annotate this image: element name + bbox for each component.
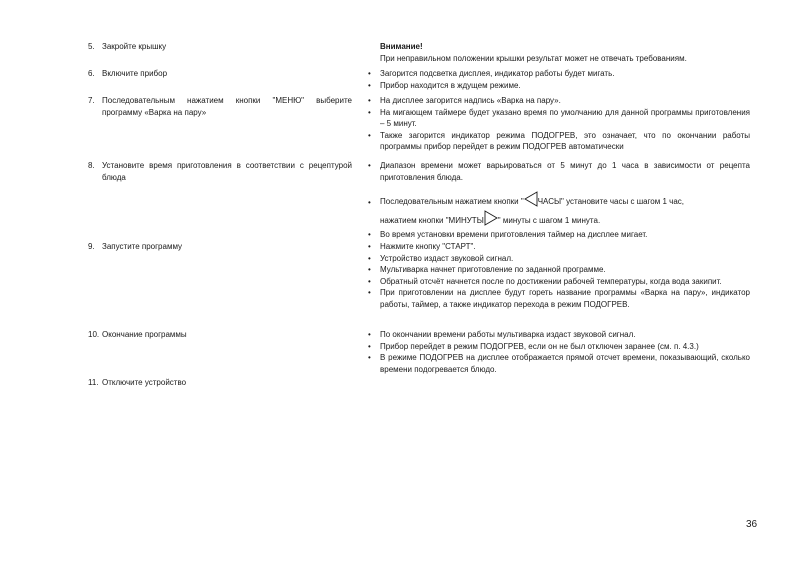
step-text: Закройте крышку bbox=[102, 42, 167, 51]
warning-block bbox=[380, 41, 750, 64]
bullet: • bbox=[368, 341, 371, 351]
list-item: • По окончании времени работы мультиварка издаст звуковой сигнал. bbox=[368, 330, 636, 339]
list-item: • Последовательным нажатием кнопки " ЧАСЫ" установите часы с шагом 1 час, нажатием кнопки "МИНУТЫ " минуты с шагом 1 минута. bbox=[366, 191, 750, 229]
list-item: • Обратный отсчёт начнется после по достижении рабочей температуры, когда вода закипит. bbox=[368, 276, 722, 286]
bullet: • bbox=[368, 230, 371, 239]
step-text: Последовательным нажатием кнопки "МЕНЮ" выберите программу «Варка на пару» bbox=[102, 96, 352, 117]
step-9 bbox=[88, 241, 352, 253]
bullet: • bbox=[368, 161, 371, 170]
step-8 bbox=[88, 160, 352, 183]
warning-text: При неправильном положении крышки результат может не отвечать требованиям. bbox=[380, 53, 687, 63]
step-number: 5. bbox=[88, 42, 95, 51]
step-10-details bbox=[366, 329, 750, 375]
list-item: • Устройство издаст звуковой сигнал. bbox=[368, 253, 514, 263]
list-item: • На мигающем таймере будет указано время по умолчанию для данной программы приготовления – 5 минут. bbox=[368, 107, 750, 128]
bullet: • bbox=[368, 288, 371, 297]
step-6-details bbox=[366, 68, 750, 91]
bullet: • bbox=[368, 330, 371, 339]
list-item: • Также загорится индикатор режима ПОДОГРЕВ, это означает, что по окончании работы программы прибор перейдет в режим ПОДОГРЕВ автоматически bbox=[368, 130, 750, 151]
list-item: • Во время установки времени приготовления таймер на дисплее мигает. bbox=[368, 230, 648, 239]
bullet: • bbox=[368, 80, 371, 90]
step-11 bbox=[88, 377, 352, 389]
list-item: • В режиме ПОДОГРЕВ на дисплее отображается прямой отсчет времени, показывающий, сколько времени подогревается блюдо. bbox=[368, 353, 750, 374]
step-number: 11. bbox=[88, 378, 99, 387]
step-text: Установите время приготовления в соответствии с рецептурой блюда bbox=[102, 161, 352, 182]
page-number: 36 bbox=[746, 519, 758, 530]
step-text: Окончание программы bbox=[102, 330, 187, 339]
list-item: • Прибор перейдет в режим ПОДОГРЕВ, если он не был отключен заранее (см. п. 4.3.) bbox=[368, 341, 699, 351]
step-6 bbox=[88, 68, 352, 80]
bullet: • bbox=[368, 130, 371, 140]
bullet: • bbox=[368, 353, 371, 362]
bullet: • bbox=[368, 107, 371, 117]
step-number: 10. bbox=[88, 330, 100, 339]
bullet: • bbox=[368, 198, 371, 207]
list-item: • При приготовлении на дисплее будут гореть название программы «Варка на пару», индикатор работы, таймер, а также индикатор перехода в режим ПОДОГРЕВ. bbox=[368, 288, 750, 309]
list-item: • Мультиварка начнет приготовление по заданной программе. bbox=[368, 265, 606, 274]
warning-title: Внимание! bbox=[380, 42, 423, 51]
bullet: • bbox=[368, 253, 371, 263]
list-item: • Нажмите кнопку "СТАРТ". bbox=[368, 242, 476, 251]
step-8-details bbox=[366, 160, 750, 241]
list-item: • Загорится подсветка дисплея, индикатор работы будет мигать. bbox=[368, 69, 615, 78]
step-7-details bbox=[366, 95, 750, 153]
step-10 bbox=[88, 329, 352, 341]
list-item: • Прибор находится в ждущем режиме. bbox=[368, 80, 521, 90]
step-number: 8. bbox=[88, 161, 95, 170]
step-text: Включите прибор bbox=[102, 69, 168, 78]
bullet: • bbox=[368, 265, 371, 274]
bullet: • bbox=[368, 242, 371, 251]
step-number: 9. bbox=[88, 242, 95, 251]
step-text: Отключите устройство bbox=[102, 378, 187, 387]
list-item: • Диапазон времени может варьироваться от 5 минут до 1 часа в зависимости от рецепта приготовления блюда. bbox=[368, 161, 750, 182]
triangle-left-icon bbox=[524, 191, 538, 207]
step-5 bbox=[88, 41, 352, 53]
step-number: 7. bbox=[88, 96, 95, 105]
step-7 bbox=[88, 95, 352, 118]
bullet: • bbox=[368, 276, 371, 286]
bullet: • bbox=[368, 69, 371, 78]
list-item: • На дисплее загорится надпись «Варка на пару». bbox=[368, 96, 561, 105]
step-9-details bbox=[366, 241, 750, 310]
step-number: 6. bbox=[88, 69, 95, 78]
step-text: Запустите программу bbox=[102, 242, 183, 251]
bullet: • bbox=[368, 96, 371, 105]
triangle-right-icon bbox=[484, 210, 498, 226]
